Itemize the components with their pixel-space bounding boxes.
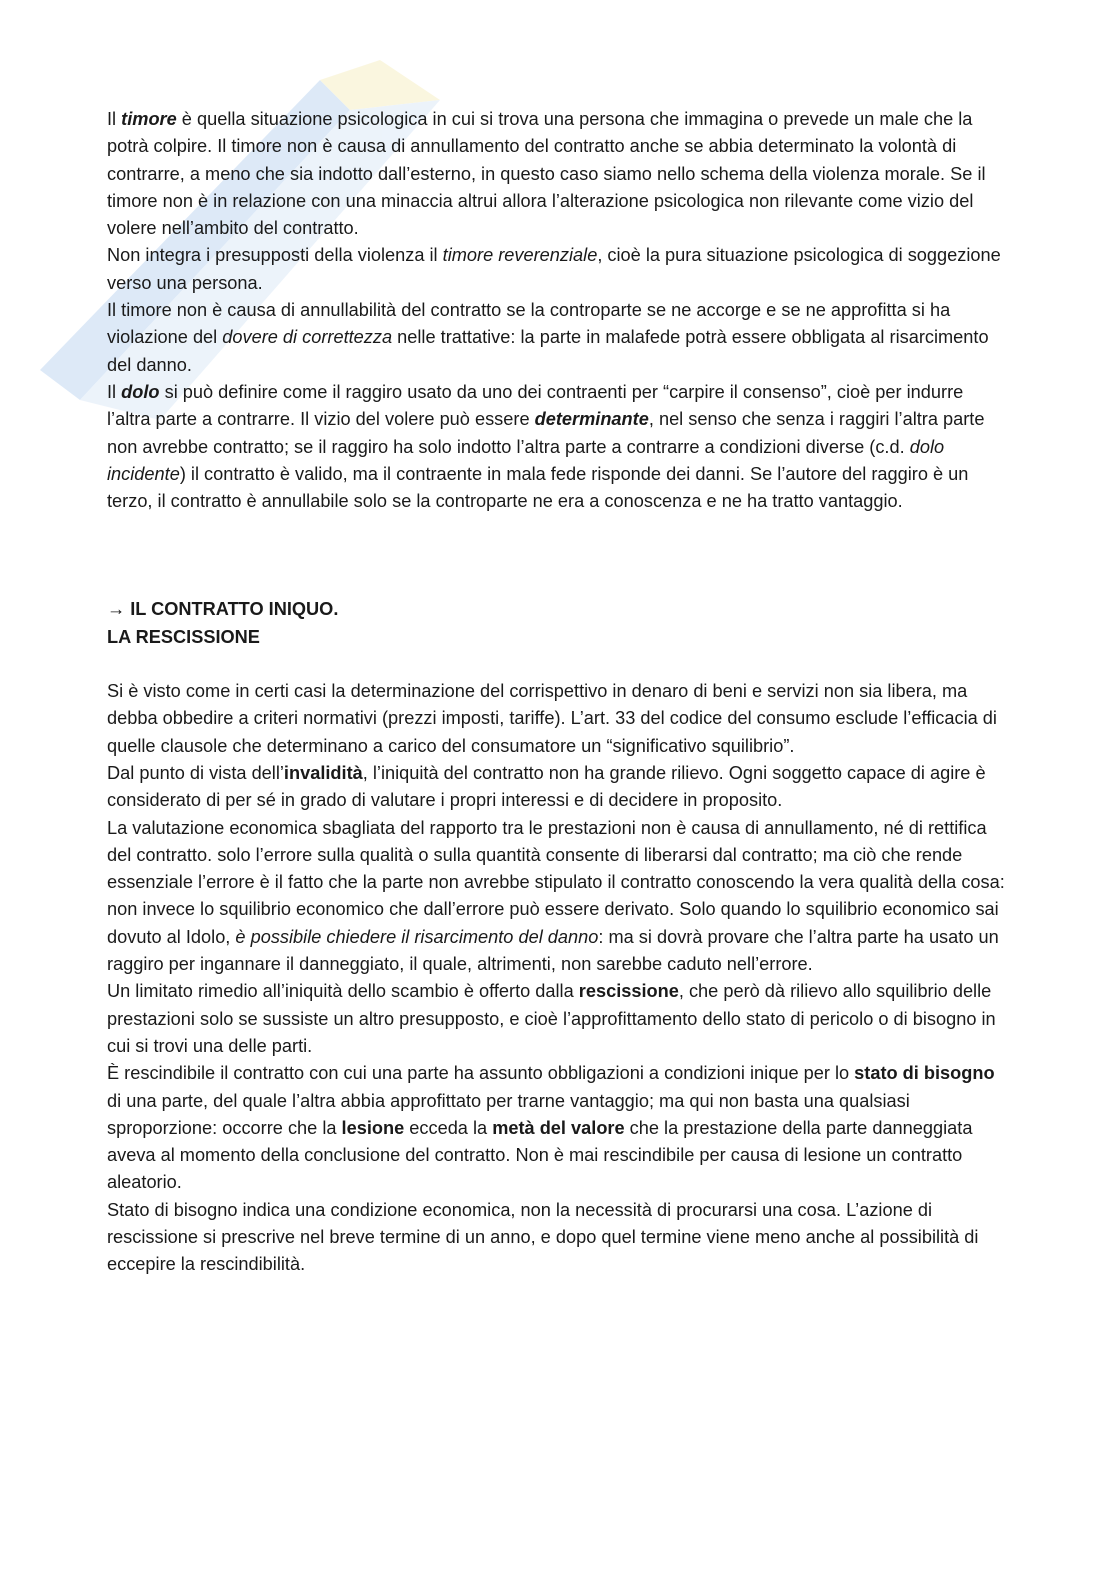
text-run: nelle trattative: la parte in malafede potrà essere obbligata al risarcimento del danno. [107, 327, 989, 375]
bold-term: stato di bisogno [854, 1063, 995, 1084]
text-run: La valutazione economica sbagliata del rapporto tra le prestazioni non è causa di annullamento, né di rettifica del contratto. solo l’errore sulla qualità o sulla quantità consente di liberarsi dal contratto; ma ciò che rende essenziale l’errore è il fatto che la parte non avrebbe stipulato il contratto conoscendo la vera qualità della cosa: non invece lo squilibrio economico che dall’errore può essere derivato. Solo quando lo squilibrio economico sai dovuto al Idolo, [107, 817, 1005, 947]
section-heading-rescissione: LA RESCISSIONE [107, 626, 260, 647]
bold-term: rescissione [578, 981, 679, 1002]
text-run: che la prestazione della parte danneggiata aveva al momento della conclusione del contratto. Non è mai rescindibile per causa di lesione un contratto aleatorio. [107, 1117, 973, 1193]
italic-term: è possibile chiedere il risarcimento del danno [235, 926, 599, 947]
text-run: , nel senso che senza i raggiri l’altra parte non avrebbe contratto; se il raggiro ha solo indotto l’altra parte a contrarre a condizioni diverse (c.d. [107, 409, 985, 457]
text-run: si può definire come il raggiro usato da uno dei contraenti per “carpire il consenso”, cioè per indurre l’altra parte a contrarre. Il vizio del volere può essere [107, 381, 964, 430]
text-run: ) il contratto è valido, ma il contraente in mala fede risponde dei danni. Se l’autore del raggiro è un terzo, il contratto è annullabile solo se la controparte ne era a conoscenza e ne ha tratto vantaggio. [107, 463, 969, 512]
text-run: Il [107, 381, 122, 402]
text-run: Stato di bisogno indica una condizione economica, non la necessità di procurarsi una cosa. L’azione di rescissione si prescrive nel breve termine di un anno, e dopo quel termine viene meno anche al possibilità di eccepire la rescindibilità. [107, 1199, 979, 1275]
italic-term: dovere di correttezza [222, 327, 393, 348]
paragraph-stato-di-bisogno [107, 1197, 1007, 1279]
bold-italic-term: dolo [121, 381, 160, 402]
text-run: Il [107, 109, 122, 129]
paragraph-valutazione-economica [107, 815, 1007, 979]
text-run: : ma si dovrà provare che l’altra parte ha usato un raggiro per ingannare il danneggiato, il quale, altrimenti, non sarebbe caduto nell’errore. [107, 926, 999, 975]
bold-italic-term: determinante [534, 409, 649, 430]
text-run: È rescindibile il contratto con cui una parte ha assunto obbligazioni a condizioni inique per lo [107, 1063, 855, 1084]
text-run: di una parte, del quale l’altra abbia approfittato per trarne vantaggio; ma qui non basta una qualsiasi sproporzione: occorre che la [107, 1090, 910, 1138]
bold-term: lesione [341, 1117, 405, 1138]
text-run: , l’iniquità del contratto non ha grande rilievo. Ogni soggetto capace di agire è considerato di per sé in grado di valutare i propri interessi e di decidere in proposito. [107, 762, 986, 811]
text-run: , cioè la pura situazione psicologica di soggezione verso una persona. [107, 245, 1001, 293]
text-run: è quella situazione psicologica in cui si trova una persona che immagina o prevede un male che la potrà colpire. Il timore non è causa di annullamento del contratto anche se abbia determinato la volontà di contrarre, a meno che sia indotto dall’esterno, in questo caso siamo nello schema della violenza morale. Se il timore non è in relazione con una minaccia altrui allora l’alterazione psicologica non rilevante come vizio del volere nell’ambito del contratto. [107, 109, 986, 239]
text-run: Il timore non è causa di annullabilità del contratto se la controparte se ne accorge e se ne approfitta si ha violazione del [107, 300, 951, 348]
spacer [107, 515, 1007, 569]
paragraph-timore-reverenziale [107, 242, 1007, 297]
paragraph-dovere-correttezza [107, 297, 1007, 379]
text-run: ecceda la [404, 1117, 493, 1138]
paragraph-invalidita [107, 760, 1007, 815]
bold-italic-term: timore [121, 109, 177, 129]
section-heading-contratto-iniquo: → IL CONTRATTO INIQUO. [107, 599, 339, 620]
document-body [107, 106, 1007, 1279]
spacer [107, 651, 1007, 678]
italic-term: dolo incidente [107, 436, 945, 484]
text-run: Dal punto di vista dell’ [107, 762, 284, 783]
text-run: Si è visto come in certi casi la determinazione del corrispettivo in denaro di beni e servizi non sia libera, ma debba obbedire a criteri normativi (prezzi imposti, tariffe). L’art. 33 del codice del consumo esclude l’efficacia di quelle clausole che determinano a carico del consumatore un “significativo squilibrio”. [107, 681, 997, 756]
text-run: , che però dà rilievo allo squilibrio delle prestazioni solo se sussiste un altro presupposto, e cioè l’approfittamento dello stato di pericolo o di bisogno in cui si trovi una delle parti. [107, 981, 996, 1056]
spacer [107, 569, 1007, 596]
text-run: Non integra i presupposti della violenza il [107, 245, 443, 266]
paragraph-rescindibile [107, 1060, 1007, 1196]
paragraph-dolo [107, 379, 1007, 515]
paragraph-timore [107, 106, 1007, 242]
italic-term: timore reverenziale [442, 245, 598, 266]
paragraph-corrispettivo [107, 678, 1007, 760]
paragraph-rescissione [107, 978, 1007, 1060]
bold-term: invalidità [283, 762, 363, 783]
bold-term: metà del valore [492, 1117, 625, 1138]
text-run: Un limitato rimedio all’iniquità dello scambio è offerto dalla [107, 981, 579, 1002]
